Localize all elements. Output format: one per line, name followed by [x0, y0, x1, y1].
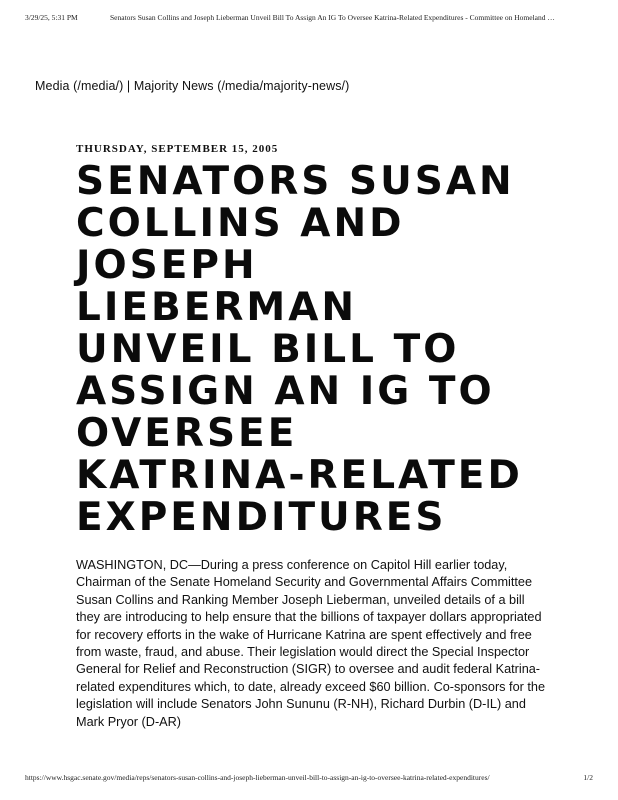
headline-line: EXPENDITURES	[76, 495, 447, 540]
article-date: THURSDAY, SEPTEMBER 15, 2005	[76, 143, 279, 155]
breadcrumb-majority-news-link[interactable]: Majority News (/media/majority-news/)	[133, 79, 350, 93]
breadcrumb-separator: |	[123, 79, 134, 93]
headline-line: UNVEIL BILL TO	[76, 327, 460, 372]
headline-line: SENATORS SUSAN	[76, 159, 515, 204]
headline-line: JOSEPH	[76, 243, 258, 288]
headline-line: ASSIGN AN IG TO	[76, 369, 495, 414]
print-timestamp: 3/29/25, 5:31 PM	[25, 13, 78, 22]
headline-line: OVERSEE	[76, 411, 298, 456]
print-footer	[25, 773, 593, 782]
article-body: WASHINGTON, DC—During a press conference on Capitol Hill earlier today, Chairman of the Senate Homeland Security and Governmental Affairs Committee Susan Collins and Ranking Member Joseph Lieberman, unveiled details of a bill they are introducing to help ensure that the billions of taxpayer dollars appropriated for recovery efforts in the wake of Hurricane Katrina are spent effectively and free from waste, fraud, and abuse. Their legislation would direct the Special Inspector General for Relief and Reconstruction (SIGR) to oversee and audit federal Katrina-related expenditures which, to date, already exceed $60 billion. Co-sponsors for the legislation will include Senators John Sununu (R-NH), Richard Durbin (D-IL) and Mark Pryor (D-AR)	[76, 558, 546, 729]
print-url: https://www.hsgac.senate.gov/media/reps/senators-susan-collins-and-joseph-lieberman-unveil-bill-to-assign-an-ig-to-oversee-katrina-related-expenditures/	[25, 773, 490, 782]
print-page-number: 1/2	[583, 773, 593, 782]
breadcrumb	[35, 79, 349, 93]
headline-line: COLLINS AND	[76, 201, 405, 246]
print-header	[25, 13, 593, 22]
breadcrumb-media-link[interactable]: Media (/media/)	[35, 79, 124, 93]
article-headline	[76, 161, 576, 539]
headline-line: KATRINA-RELATED	[76, 453, 523, 498]
print-page-title: Senators Susan Collins and Joseph Lieberman Unveil Bill To Assign An IG To Oversee Katrina-Related Expenditures - Committee on Homeland …	[110, 13, 555, 22]
headline-line: LIEBERMAN	[76, 285, 358, 330]
